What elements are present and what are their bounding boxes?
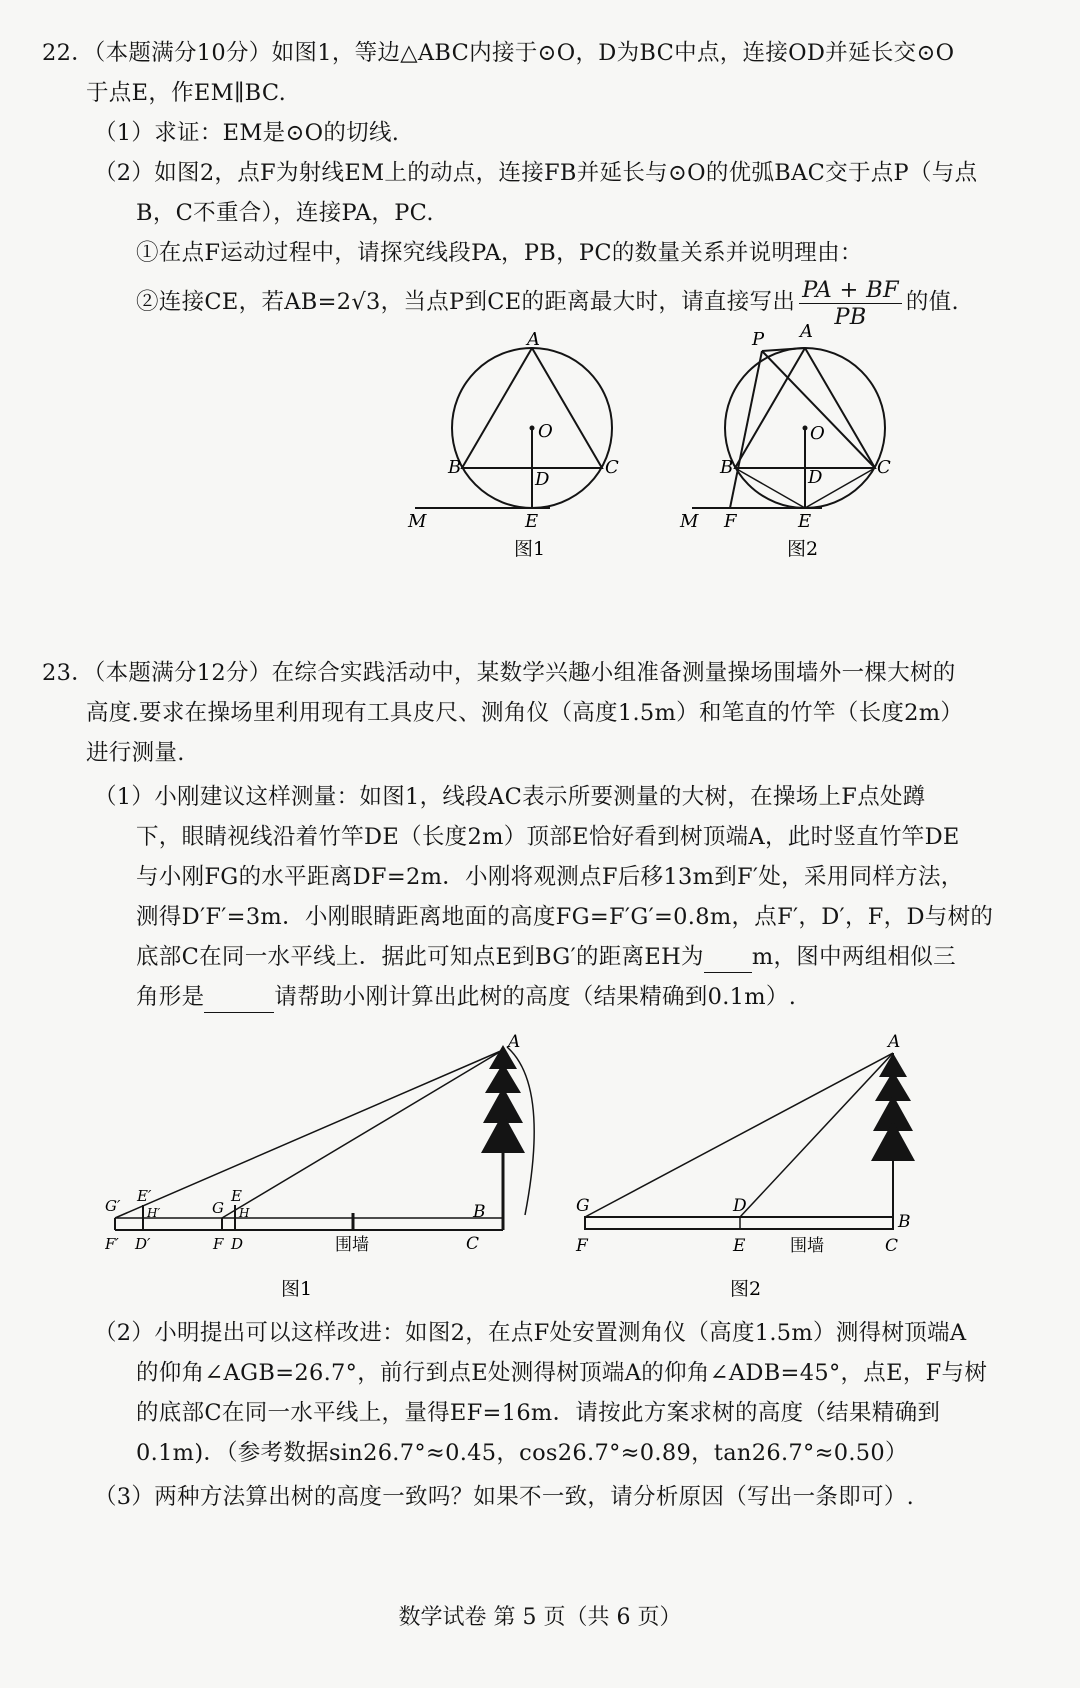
figure-caption: 图1 [514,538,546,560]
label-o: O [538,421,553,442]
label-a: A [527,329,540,350]
q23-line-2: 高度.要求在操场里利用现有工具皮尺、测角仪（高度1.5m）和笔直的竹竿（长度2m） [86,700,964,726]
figure-caption: 图1 [281,1278,313,1300]
label-e: E [733,1236,746,1256]
q22-line-1: 22．（本题满分10分）如图1，等边△ABC内接于⊙O，D为BC中点，连接OD并延长交⊙O [42,40,955,66]
page-footer: 数学试卷 第 5 页（共 6 页） [398,1605,682,1630]
figure-caption: 图2 [787,538,819,560]
q23-part1-line-6-tail: 请帮助小刚计算出此树的高度（结果精确到0.1m）. [274,984,797,1010]
label-a: A [508,1032,521,1052]
label-m: M [408,511,427,532]
q22-figure-2 [672,315,912,565]
sight-line-g-a [585,1053,893,1217]
q23-part1-line-4: 测得D′F′=3m．小刚眼睛距离地面的高度FG=F′G′=0.8m，点F′，D′，F，D与树的 [136,904,994,930]
label-p: P [752,329,765,350]
label-g-prime: G′ [105,1197,121,1215]
wall-label: 围墙 [335,1235,369,1255]
label-a: A [800,321,813,342]
q23-part1-line-2: 下，眼睛视线沿着竹竿DE（长度2m）顶部E恰好看到树顶端A，此时竖直竹竿DE [136,824,960,850]
q23-part2-line-4: 0.1m)．（参考数据sin26.7°≈0.45，cos26.7°≈0.89，tan26.7°≈0.50） [136,1440,908,1466]
label-o: O [810,423,825,444]
label-g: G [576,1196,590,1216]
q22-part1: （1）求证：EM是⊙O的切线. [94,120,400,146]
answer-blank-similar-triangles[interactable] [204,982,274,1013]
label-b: B [898,1212,911,1232]
q23-figure-2 [560,1025,940,1310]
label-c: C [877,457,891,478]
label-f-prime: F′ [105,1235,119,1253]
label-a: A [888,1032,901,1052]
fraction-denominator: PB [834,303,867,330]
label-b: B [448,457,462,478]
label-e-prime: E′ [137,1187,152,1205]
label-b: B [720,457,734,478]
label-m: M [680,511,699,532]
q22-part2-line-2: B，C不重合），连接PA，PC. [136,200,434,226]
sight-line-d-a [740,1053,893,1217]
label-f: F [576,1236,588,1256]
q23-part1-line-6-head: 角形是 [136,984,205,1010]
answer-blank-eh[interactable] [704,942,752,973]
label-f: F [724,511,737,532]
sight-line-g-prime-a [115,1050,503,1218]
label-d: D [808,467,823,488]
label-f: F [213,1235,224,1253]
label-b: B [473,1202,486,1222]
q23-part1-line-5-tail: m，图中两组相似三 [751,944,956,970]
measurement-strip [585,1217,893,1229]
label-g: G [212,1199,224,1217]
q23-part2-line-3: 的底部C在同一水平线上，量得EF=16m．请按此方案求树的高度（结果精确到 [136,1400,941,1426]
figure-caption: 图2 [730,1278,762,1300]
q22-subq1: ①在点F运动过程中，请探究线段PA，PB，PC的数量关系并说明理由： [136,240,863,266]
label-e: E [798,511,812,532]
label-d: D [231,1235,244,1253]
label-c: C [605,457,619,478]
segment-be [735,468,805,508]
q23-line-3: 进行测量. [86,740,185,766]
point-o [803,426,808,431]
q22-subq2-tail: 的值. [905,289,959,315]
label-e: E [525,511,539,532]
q23-figure-1 [105,1025,545,1310]
q23-part2-line-1: （2）小明提出可以这样改进：如图2，在点F处安置测角仪（高度1.5m）测得树顶端A [94,1320,967,1346]
q23-part1-line-5-head: 底部C在同一水平线上．据此可知点E到BG′的距离EH为 [136,944,704,970]
label-d: D [535,469,550,490]
q22-subq2-text: ②连接CE，若AB=2√3，当点P到CE的距离最大时，请直接写出 [136,289,796,315]
q23-part1-line-3: 与小刚FG的水平距离DF=2m．小刚将观测点F后移13m到F′处，采用同样方法， [136,864,964,890]
q22-part2-line-1: （2）如图2，点F为射线EM上的动点，连接FB并延长与⊙O的优弧BAC交于点P（与点 [94,160,978,186]
q23-part1-line-6 [136,982,796,1013]
sight-line-g-a [222,1050,503,1218]
label-h: H [239,1206,250,1220]
q23-line-1: 23．（本题满分12分）在综合实践活动中，某数学兴趣小组准备测量操场围墙外一棵大树的 [42,660,956,686]
wall-label: 围墙 [790,1236,824,1256]
q23-part1-line-5 [136,942,956,973]
label-d: D [733,1196,747,1216]
label-e: E [231,1187,242,1205]
label-d-prime: D′ [135,1235,151,1253]
q23-part1-line-1: （1）小刚建议这样测量：如图1，线段AC表示所要测量的大树，在操场上F点处蹲 [94,784,926,810]
label-c: C [466,1234,480,1254]
label-c: C [885,1236,899,1256]
q22-figure-1 [400,315,640,565]
q22-line-2: 于点E，作EM∥BC. [86,80,287,106]
point-o [530,426,535,431]
q23-part2-line-2: 的仰角∠AGB=26.7°，前行到点E处测得树顶端A的仰角∠ADB=45°，点E，F与树 [136,1360,988,1386]
label-h-prime: H′ [147,1206,161,1220]
fraction-numerator: PA + BF [799,277,902,304]
q23-part3: （3）两种方法算出树的高度一致吗？如果不一致，请分析原因（写出一条即可）. [94,1484,915,1510]
